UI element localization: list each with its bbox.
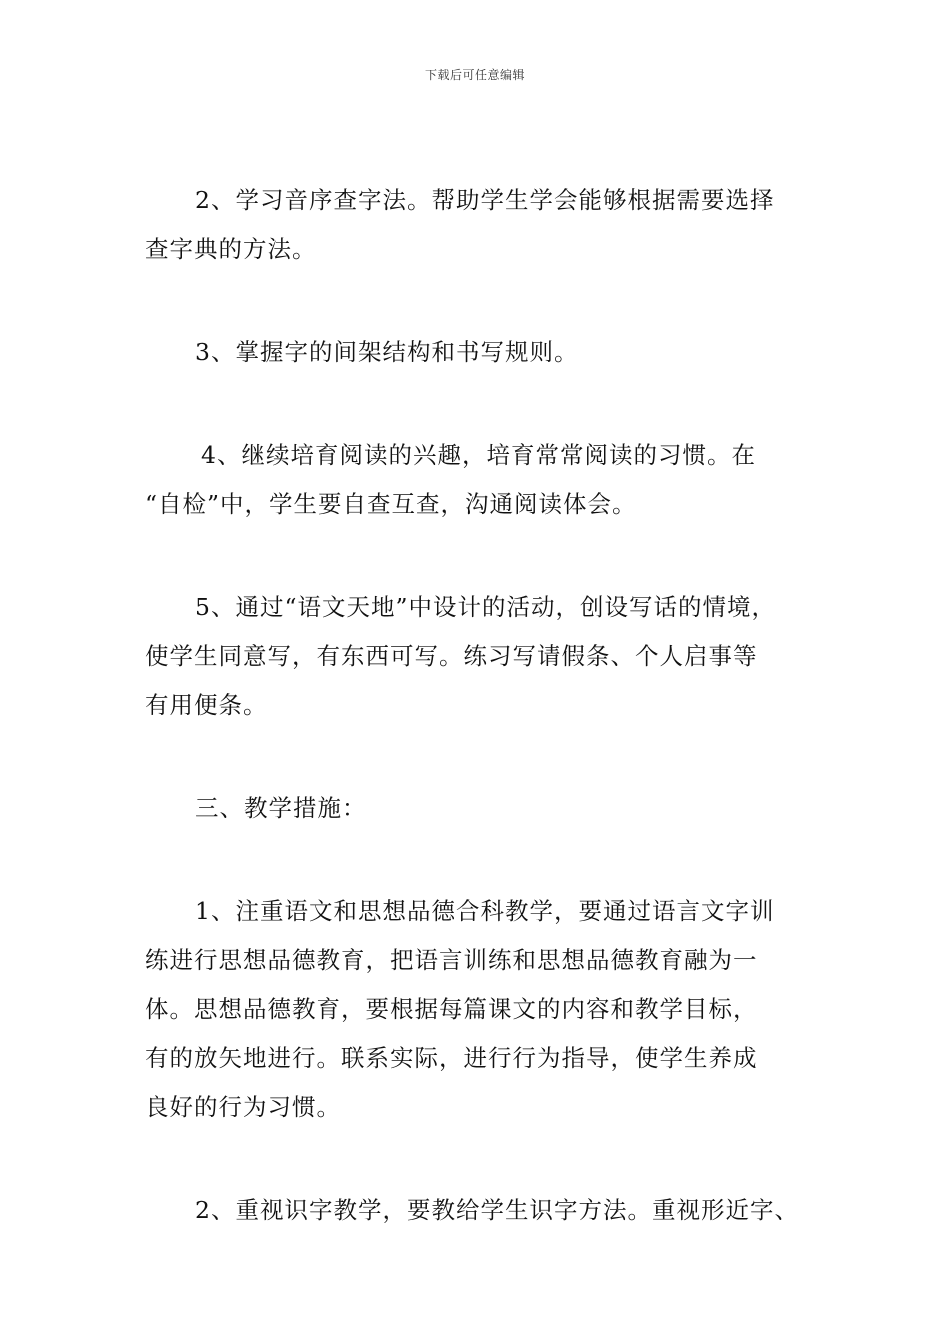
text-line: 5、通过“语文天地”中设计的活动，创设写话的情境，: [195, 593, 776, 621]
text-line: 使学生同意写，有东西可写。练习写请假条、个人启事等: [145, 642, 758, 670]
text-line: 1、注重语文和思想品德合科教学，要通过语言文字训: [195, 897, 775, 925]
paragraph-item-3: [145, 328, 815, 377]
text-line: 体。思想品德教育，要根据每篇课文的内容和教学目标，: [145, 995, 758, 1023]
text-line: 三、教学措施：: [195, 794, 367, 822]
text-line: 有用便条。: [145, 691, 268, 719]
page-header: 下载后可任意编辑: [424, 68, 525, 82]
paragraph-measure-2: [145, 1186, 815, 1235]
paragraph-item-5: [145, 583, 815, 730]
text-line: 练进行思想品德教育，把语言训练和思想品德教育融为一: [145, 946, 758, 974]
text-line: 有的放矢地进行。联系实际，进行行为指导，使学生养成: [145, 1044, 758, 1072]
text-line: “自检”中，学生要自查互查，沟通阅读体会。: [145, 490, 637, 518]
text-line: 良好的行为习惯。: [145, 1093, 341, 1121]
text-line: 4、继续培育阅读的兴趣，培育常常阅读的习惯。在: [201, 441, 756, 469]
text-line: 2、重视识字教学，要教给学生识字方法。重视形近字、: [195, 1196, 799, 1224]
text-line: 2、学习音序查字法。帮助学生学会能够根据需要选择: [195, 186, 775, 214]
text-line: 查字典的方法。: [145, 235, 317, 263]
document-body: [145, 176, 815, 1289]
paragraph-item-2: [145, 176, 815, 274]
text-line: 3、掌握字的间架结构和书写规则。: [195, 338, 579, 366]
paragraph-item-4: [145, 431, 815, 529]
paragraph-measure-1: [145, 887, 815, 1132]
section-heading-teaching-measures: [145, 784, 815, 833]
